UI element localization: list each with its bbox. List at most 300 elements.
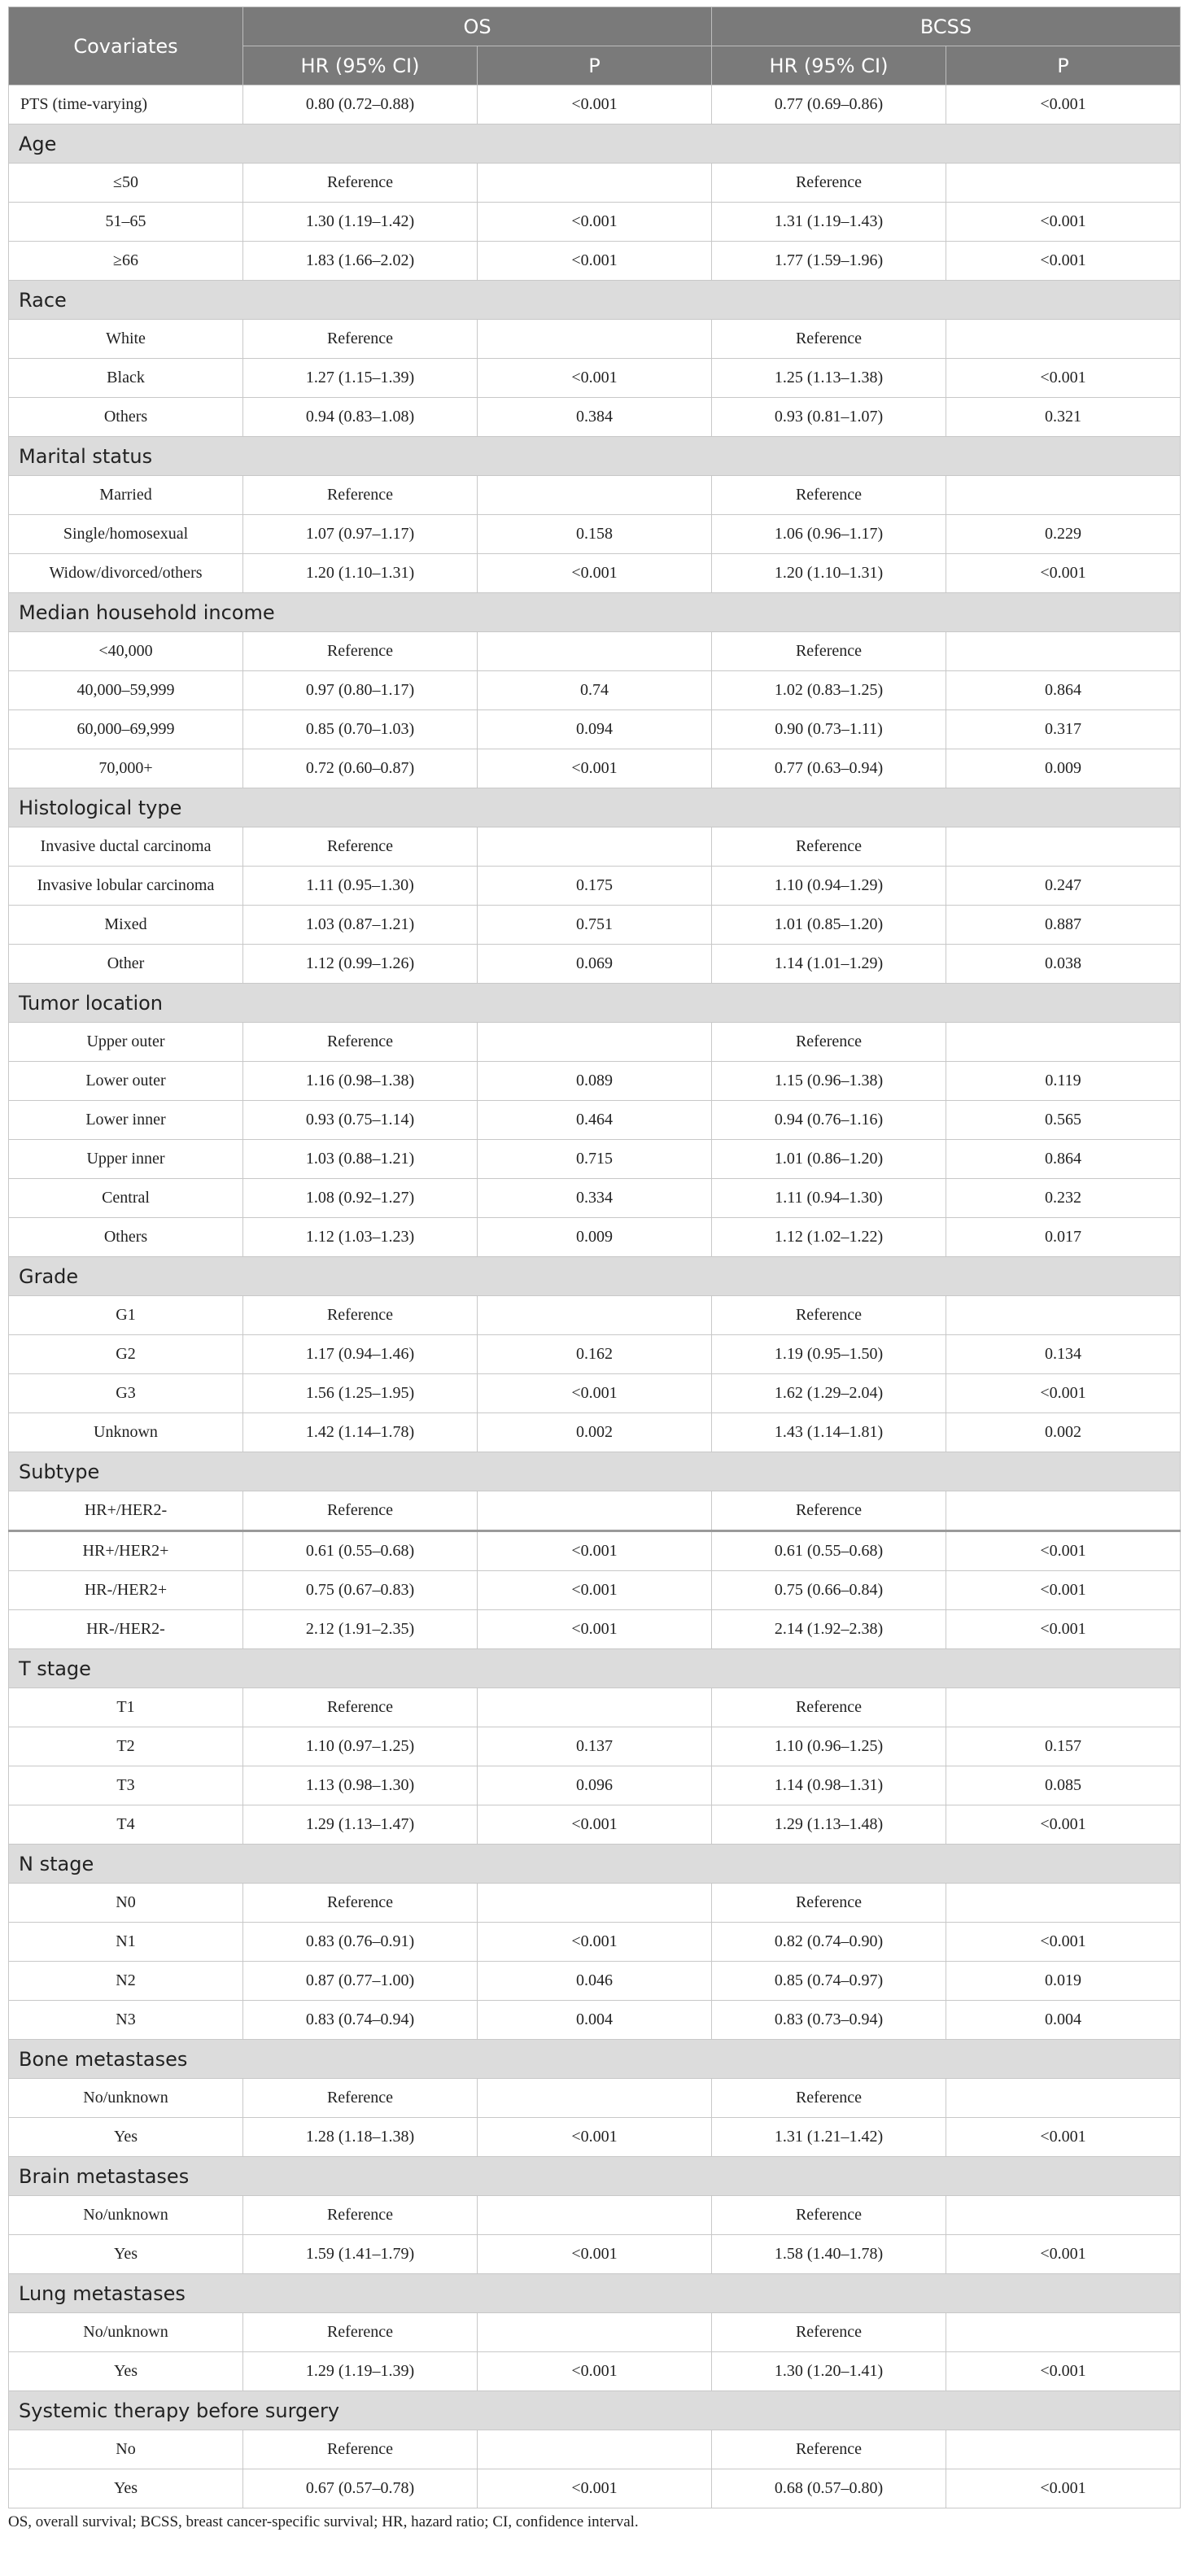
- table-row: [9, 515, 1181, 554]
- bcss-p-cell: <0.001: [946, 85, 1181, 124]
- os-p-cell: <0.001: [478, 1923, 712, 1962]
- os-p-cell: <0.001: [478, 749, 712, 788]
- os-hr-cell: 0.61 (0.55–0.68): [243, 1531, 478, 1571]
- os-p-cell: 0.334: [478, 1179, 712, 1218]
- bcss-hr-cell: 0.61 (0.55–0.68): [712, 1531, 946, 1571]
- covariate-cell: T3: [9, 1766, 243, 1805]
- bcss-p-cell: <0.001: [946, 359, 1181, 398]
- os-p-cell: 0.004: [478, 2001, 712, 2040]
- os-p-cell: <0.001: [478, 85, 712, 124]
- table-row: [9, 2430, 1181, 2469]
- table-row: [9, 1727, 1181, 1766]
- bcss-p-cell: 0.247: [946, 867, 1181, 906]
- covariate-cell: HR-/HER2-: [9, 1610, 243, 1649]
- covariate-cell: Upper inner: [9, 1140, 243, 1179]
- covariate-cell: ≥66: [9, 242, 243, 281]
- section-label: Tumor location: [9, 984, 1181, 1023]
- section-row: [9, 437, 1181, 476]
- table-row: [9, 945, 1181, 984]
- table-row: [9, 242, 1181, 281]
- os-hr-cell: Reference: [243, 1491, 478, 1531]
- bcss-p-cell: [946, 2079, 1181, 2118]
- os-p-cell: [478, 1491, 712, 1531]
- table-row: [9, 2469, 1181, 2508]
- covariate-cell: Yes: [9, 2352, 243, 2391]
- os-p-cell: <0.001: [478, 2235, 712, 2274]
- bcss-p-cell: 0.864: [946, 671, 1181, 710]
- os-p-cell: [478, 2430, 712, 2469]
- os-p-cell: 0.162: [478, 1335, 712, 1374]
- table-row: [9, 1766, 1181, 1805]
- os-p-cell: 0.175: [478, 867, 712, 906]
- os-p-header: P: [478, 46, 712, 85]
- os-hr-cell: 1.03 (0.87–1.21): [243, 906, 478, 945]
- covariate-cell: HR+/HER2-: [9, 1491, 243, 1531]
- table-row: [9, 710, 1181, 749]
- table-row: [9, 1491, 1181, 1531]
- table-footnote: OS, overall survival; BCSS, breast cancer-specific survival; HR, hazard ratio; CI, confidence interval.: [8, 2513, 639, 2530]
- table-row: [9, 867, 1181, 906]
- covariates-header: Covariates: [9, 7, 243, 85]
- bcss-p-cell: <0.001: [946, 203, 1181, 242]
- os-hr-cell: 1.59 (1.41–1.79): [243, 2235, 478, 2274]
- table-row: [9, 1610, 1181, 1649]
- table-row: [9, 1962, 1181, 2001]
- covariate-cell: Single/homosexual: [9, 515, 243, 554]
- os-p-cell: 0.002: [478, 1413, 712, 1452]
- os-hr-cell: 0.97 (0.80–1.17): [243, 671, 478, 710]
- section-row: [9, 1452, 1181, 1491]
- bcss-header: BCSS: [712, 7, 1181, 46]
- os-hr-cell: 1.13 (0.98–1.30): [243, 1766, 478, 1805]
- os-p-cell: <0.001: [478, 359, 712, 398]
- covariate-cell: No/unknown: [9, 2313, 243, 2352]
- bcss-hr-cell: Reference: [712, 2430, 946, 2469]
- os-p-cell: 0.384: [478, 398, 712, 437]
- bcss-hr-cell: 1.02 (0.83–1.25): [712, 671, 946, 710]
- os-p-cell: <0.001: [478, 554, 712, 593]
- os-hr-cell: 1.56 (1.25–1.95): [243, 1374, 478, 1413]
- section-label: Grade: [9, 1257, 1181, 1296]
- table-row: [9, 749, 1181, 788]
- os-p-cell: <0.001: [478, 2469, 712, 2508]
- os-hr-cell: 1.16 (0.98–1.38): [243, 1062, 478, 1101]
- os-p-cell: 0.464: [478, 1101, 712, 1140]
- bcss-hr-cell: 1.14 (1.01–1.29): [712, 945, 946, 984]
- os-hr-cell: 1.11 (0.95–1.30): [243, 867, 478, 906]
- covariate-cell: 70,000+: [9, 749, 243, 788]
- bcss-hr-cell: 1.20 (1.10–1.31): [712, 554, 946, 593]
- bcss-p-cell: <0.001: [946, 2352, 1181, 2391]
- section-label: Subtype: [9, 1452, 1181, 1491]
- section-label: Bone metastases: [9, 2040, 1181, 2079]
- bcss-p-cell: [946, 2313, 1181, 2352]
- os-p-cell: 0.137: [478, 1727, 712, 1766]
- bcss-p-cell: [946, 1296, 1181, 1335]
- os-p-cell: <0.001: [478, 1805, 712, 1845]
- os-hr-cell: 1.29 (1.19–1.39): [243, 2352, 478, 2391]
- table-row: [9, 1101, 1181, 1140]
- bcss-hr-cell: Reference: [712, 320, 946, 359]
- section-row: [9, 1649, 1181, 1688]
- os-hr-cell: Reference: [243, 164, 478, 203]
- os-hr-header: HR (95% CI): [243, 46, 478, 85]
- os-p-cell: [478, 2313, 712, 2352]
- bcss-hr-cell: 1.01 (0.86–1.20): [712, 1140, 946, 1179]
- bcss-hr-cell: Reference: [712, 2079, 946, 2118]
- os-hr-cell: Reference: [243, 476, 478, 515]
- table-row: [9, 1179, 1181, 1218]
- bcss-p-cell: 0.134: [946, 1335, 1181, 1374]
- covariate-cell: G1: [9, 1296, 243, 1335]
- table-row: [9, 320, 1181, 359]
- os-hr-cell: Reference: [243, 2196, 478, 2235]
- os-hr-cell: 0.93 (0.75–1.14): [243, 1101, 478, 1140]
- os-hr-cell: 1.27 (1.15–1.39): [243, 359, 478, 398]
- os-hr-cell: 1.29 (1.13–1.47): [243, 1805, 478, 1845]
- bcss-hr-cell: 0.68 (0.57–0.80): [712, 2469, 946, 2508]
- os-hr-cell: Reference: [243, 2313, 478, 2352]
- bcss-hr-cell: 0.75 (0.66–0.84): [712, 1571, 946, 1610]
- bcss-p-header: P: [946, 46, 1181, 85]
- bcss-p-cell: <0.001: [946, 1805, 1181, 1845]
- bcss-hr-cell: 1.29 (1.13–1.48): [712, 1805, 946, 1845]
- section-row: [9, 281, 1181, 320]
- bcss-p-cell: 0.157: [946, 1727, 1181, 1766]
- table-row: [9, 1335, 1181, 1374]
- section-row: [9, 1845, 1181, 1884]
- os-p-cell: <0.001: [478, 2352, 712, 2391]
- os-hr-cell: 0.72 (0.60–0.87): [243, 749, 478, 788]
- section-label: N stage: [9, 1845, 1181, 1884]
- os-hr-cell: 0.94 (0.83–1.08): [243, 398, 478, 437]
- bcss-hr-cell: 1.58 (1.40–1.78): [712, 2235, 946, 2274]
- os-p-cell: [478, 320, 712, 359]
- covariate-cell: Married: [9, 476, 243, 515]
- bcss-p-cell: 0.019: [946, 1962, 1181, 2001]
- os-hr-cell: 1.28 (1.18–1.38): [243, 2118, 478, 2157]
- bcss-hr-cell: Reference: [712, 476, 946, 515]
- bcss-hr-cell: 1.15 (0.96–1.38): [712, 1062, 946, 1101]
- table-row: [9, 1062, 1181, 1101]
- bcss-hr-cell: Reference: [712, 2196, 946, 2235]
- table-row: [9, 1218, 1181, 1257]
- os-hr-cell: 1.17 (0.94–1.46): [243, 1335, 478, 1374]
- table-header: [9, 7, 1181, 85]
- os-p-cell: [478, 2079, 712, 2118]
- section-label: Marital status: [9, 437, 1181, 476]
- table-row: [9, 2235, 1181, 2274]
- table-row: [9, 476, 1181, 515]
- os-hr-cell: Reference: [243, 1023, 478, 1062]
- bcss-hr-cell: Reference: [712, 1688, 946, 1727]
- covariate-cell: Invasive ductal carcinoma: [9, 827, 243, 867]
- bcss-p-cell: [946, 827, 1181, 867]
- bcss-p-cell: 0.317: [946, 710, 1181, 749]
- covariate-cell: T4: [9, 1805, 243, 1845]
- os-p-cell: <0.001: [478, 1374, 712, 1413]
- section-row: [9, 2391, 1181, 2430]
- bcss-p-cell: 0.085: [946, 1766, 1181, 1805]
- bcss-hr-cell: 0.83 (0.73–0.94): [712, 2001, 946, 2040]
- bcss-p-cell: [946, 2430, 1181, 2469]
- bcss-p-cell: <0.001: [946, 2118, 1181, 2157]
- bcss-p-cell: [946, 164, 1181, 203]
- section-label: Systemic therapy before surgery: [9, 2391, 1181, 2430]
- bcss-p-cell: 0.887: [946, 906, 1181, 945]
- bcss-hr-cell: 0.94 (0.76–1.16): [712, 1101, 946, 1140]
- bcss-hr-cell: Reference: [712, 1491, 946, 1531]
- os-p-cell: <0.001: [478, 1531, 712, 1571]
- bcss-p-cell: 0.232: [946, 1179, 1181, 1218]
- bcss-p-cell: 0.002: [946, 1413, 1181, 1452]
- bcss-p-cell: <0.001: [946, 554, 1181, 593]
- bcss-hr-cell: 1.10 (0.94–1.29): [712, 867, 946, 906]
- bcss-hr-cell: 1.19 (0.95–1.50): [712, 1335, 946, 1374]
- covariate-cell: HR+/HER2+: [9, 1531, 243, 1571]
- os-hr-cell: 1.07 (0.97–1.17): [243, 515, 478, 554]
- hazard-ratio-table: [8, 7, 1181, 2508]
- os-hr-cell: 1.08 (0.92–1.27): [243, 1179, 478, 1218]
- os-hr-cell: 0.83 (0.74–0.94): [243, 2001, 478, 2040]
- os-hr-cell: Reference: [243, 2079, 478, 2118]
- os-p-cell: 0.069: [478, 945, 712, 984]
- table-row: [9, 1571, 1181, 1610]
- os-p-cell: [478, 1296, 712, 1335]
- covariate-cell: N1: [9, 1923, 243, 1962]
- os-p-cell: [478, 2196, 712, 2235]
- covariate-cell: Others: [9, 398, 243, 437]
- covariate-cell: Lower outer: [9, 1062, 243, 1101]
- os-hr-cell: 0.87 (0.77–1.00): [243, 1962, 478, 2001]
- table-container: [8, 7, 1180, 2531]
- os-p-cell: <0.001: [478, 242, 712, 281]
- bcss-p-cell: [946, 632, 1181, 671]
- covariate-cell: 51–65: [9, 203, 243, 242]
- bcss-hr-cell: 1.12 (1.02–1.22): [712, 1218, 946, 1257]
- os-p-cell: [478, 827, 712, 867]
- bcss-hr-header: HR (95% CI): [712, 46, 946, 85]
- table-row: [9, 398, 1181, 437]
- covariate-cell: G3: [9, 1374, 243, 1413]
- section-row: [9, 593, 1181, 632]
- table-row: [9, 632, 1181, 671]
- table-row: [9, 2313, 1181, 2352]
- bcss-p-cell: <0.001: [946, 1571, 1181, 1610]
- section-label: Median household income: [9, 593, 1181, 632]
- section-row: [9, 984, 1181, 1023]
- section-row: [9, 788, 1181, 827]
- covariate-cell: Upper outer: [9, 1023, 243, 1062]
- section-label: T stage: [9, 1649, 1181, 1688]
- bcss-hr-cell: Reference: [712, 1884, 946, 1923]
- os-hr-cell: Reference: [243, 2430, 478, 2469]
- os-hr-cell: 1.83 (1.66–2.02): [243, 242, 478, 281]
- covariate-cell: No/unknown: [9, 2079, 243, 2118]
- section-row: [9, 1257, 1181, 1296]
- table-row: [9, 1374, 1181, 1413]
- bcss-hr-cell: 1.31 (1.19–1.43): [712, 203, 946, 242]
- table-row: [9, 1023, 1181, 1062]
- bcss-p-cell: [946, 2196, 1181, 2235]
- os-hr-cell: 1.42 (1.14–1.78): [243, 1413, 478, 1452]
- bcss-hr-cell: 1.77 (1.59–1.96): [712, 242, 946, 281]
- covariate-cell: Widow/divorced/others: [9, 554, 243, 593]
- os-p-cell: [478, 164, 712, 203]
- os-hr-cell: 1.03 (0.88–1.21): [243, 1140, 478, 1179]
- covariate-cell: G2: [9, 1335, 243, 1374]
- table-row: [9, 2118, 1181, 2157]
- os-p-cell: 0.009: [478, 1218, 712, 1257]
- covariate-cell: 40,000–59,999: [9, 671, 243, 710]
- os-hr-cell: 1.30 (1.19–1.42): [243, 203, 478, 242]
- bcss-p-cell: <0.001: [946, 1374, 1181, 1413]
- table-row: [9, 1531, 1181, 1571]
- covariate-cell: ≤50: [9, 164, 243, 203]
- bcss-hr-cell: 0.82 (0.74–0.90): [712, 1923, 946, 1962]
- bcss-hr-cell: 1.43 (1.14–1.81): [712, 1413, 946, 1452]
- os-hr-cell: 0.85 (0.70–1.03): [243, 710, 478, 749]
- bcss-p-cell: 0.565: [946, 1101, 1181, 1140]
- os-p-cell: <0.001: [478, 1571, 712, 1610]
- os-hr-cell: Reference: [243, 320, 478, 359]
- table-row: [9, 85, 1181, 124]
- bcss-hr-cell: 1.10 (0.96–1.25): [712, 1727, 946, 1766]
- os-p-cell: [478, 1884, 712, 1923]
- covariate-cell: White: [9, 320, 243, 359]
- bcss-hr-cell: 0.77 (0.69–0.86): [712, 85, 946, 124]
- bcss-hr-cell: 0.77 (0.63–0.94): [712, 749, 946, 788]
- covariate-cell: T2: [9, 1727, 243, 1766]
- os-header: OS: [243, 7, 712, 46]
- bcss-p-cell: 0.004: [946, 2001, 1181, 2040]
- section-label: Lung metastases: [9, 2274, 1181, 2313]
- table-row: [9, 1923, 1181, 1962]
- bcss-p-cell: 0.119: [946, 1062, 1181, 1101]
- os-hr-cell: 0.80 (0.72–0.88): [243, 85, 478, 124]
- os-p-cell: <0.001: [478, 2118, 712, 2157]
- os-p-cell: [478, 476, 712, 515]
- table-row: [9, 827, 1181, 867]
- os-p-cell: 0.715: [478, 1140, 712, 1179]
- table-row: [9, 1296, 1181, 1335]
- bcss-hr-cell: 1.31 (1.21–1.42): [712, 2118, 946, 2157]
- bcss-hr-cell: 0.93 (0.81–1.07): [712, 398, 946, 437]
- os-hr-cell: Reference: [243, 1688, 478, 1727]
- bcss-p-cell: 0.229: [946, 515, 1181, 554]
- bcss-hr-cell: 1.11 (0.94–1.30): [712, 1179, 946, 1218]
- os-hr-cell: Reference: [243, 632, 478, 671]
- os-p-cell: 0.158: [478, 515, 712, 554]
- os-hr-cell: 1.10 (0.97–1.25): [243, 1727, 478, 1766]
- covariate-cell: Yes: [9, 2469, 243, 2508]
- table-row: [9, 203, 1181, 242]
- covariate-cell: 60,000–69,999: [9, 710, 243, 749]
- os-p-cell: <0.001: [478, 203, 712, 242]
- covariate-cell: Others: [9, 1218, 243, 1257]
- covariate-cell: No: [9, 2430, 243, 2469]
- os-hr-cell: Reference: [243, 1296, 478, 1335]
- bcss-hr-cell: 1.06 (0.96–1.17): [712, 515, 946, 554]
- bcss-p-cell: [946, 1688, 1181, 1727]
- bcss-hr-cell: 0.90 (0.73–1.11): [712, 710, 946, 749]
- bcss-p-cell: [946, 476, 1181, 515]
- covariate-cell: N0: [9, 1884, 243, 1923]
- table-row: [9, 1413, 1181, 1452]
- os-p-cell: 0.089: [478, 1062, 712, 1101]
- table-row: [9, 906, 1181, 945]
- os-hr-cell: Reference: [243, 827, 478, 867]
- covariate-cell: Yes: [9, 2118, 243, 2157]
- os-p-cell: 0.74: [478, 671, 712, 710]
- section-label: Age: [9, 124, 1181, 164]
- table-row: [9, 2001, 1181, 2040]
- bcss-p-cell: [946, 1491, 1181, 1531]
- section-row: [9, 2157, 1181, 2196]
- bcss-p-cell: 0.038: [946, 945, 1181, 984]
- os-hr-cell: 0.67 (0.57–0.78): [243, 2469, 478, 2508]
- bcss-p-cell: <0.001: [946, 2469, 1181, 2508]
- covariate-cell: Unknown: [9, 1413, 243, 1452]
- bcss-hr-cell: Reference: [712, 1296, 946, 1335]
- os-p-cell: 0.096: [478, 1766, 712, 1805]
- covariate-cell: N3: [9, 2001, 243, 2040]
- table-row: [9, 554, 1181, 593]
- table-row: [9, 1884, 1181, 1923]
- bcss-hr-cell: Reference: [712, 164, 946, 203]
- section-row: [9, 2274, 1181, 2313]
- section-row: [9, 124, 1181, 164]
- os-hr-cell: 1.12 (1.03–1.23): [243, 1218, 478, 1257]
- os-p-cell: [478, 1023, 712, 1062]
- bcss-hr-cell: 2.14 (1.92–2.38): [712, 1610, 946, 1649]
- bcss-p-cell: 0.009: [946, 749, 1181, 788]
- bcss-p-cell: <0.001: [946, 1923, 1181, 1962]
- section-label: Race: [9, 281, 1181, 320]
- os-p-cell: 0.046: [478, 1962, 712, 2001]
- os-hr-cell: 0.75 (0.67–0.83): [243, 1571, 478, 1610]
- table-row: [9, 2352, 1181, 2391]
- table-row: [9, 671, 1181, 710]
- table-row: [9, 2079, 1181, 2118]
- os-p-cell: [478, 632, 712, 671]
- bcss-hr-cell: 1.62 (1.29–2.04): [712, 1374, 946, 1413]
- os-hr-cell: 0.83 (0.76–0.91): [243, 1923, 478, 1962]
- bcss-hr-cell: Reference: [712, 827, 946, 867]
- covariate-cell: Central: [9, 1179, 243, 1218]
- table-row: [9, 2196, 1181, 2235]
- covariate-cell: Invasive lobular carcinoma: [9, 867, 243, 906]
- bcss-hr-cell: 1.30 (1.20–1.41): [712, 2352, 946, 2391]
- os-hr-cell: 1.20 (1.10–1.31): [243, 554, 478, 593]
- covariate-cell: Lower inner: [9, 1101, 243, 1140]
- table-row: [9, 164, 1181, 203]
- os-p-cell: <0.001: [478, 1610, 712, 1649]
- bcss-hr-cell: Reference: [712, 2313, 946, 2352]
- table-row: [9, 1140, 1181, 1179]
- covariate-cell: No/unknown: [9, 2196, 243, 2235]
- section-label: Histological type: [9, 788, 1181, 827]
- os-hr-cell: 2.12 (1.91–2.35): [243, 1610, 478, 1649]
- covariate-cell: Yes: [9, 2235, 243, 2274]
- bcss-p-cell: 0.321: [946, 398, 1181, 437]
- bcss-p-cell: <0.001: [946, 1531, 1181, 1571]
- covariate-cell: T1: [9, 1688, 243, 1727]
- covariate-cell: Black: [9, 359, 243, 398]
- covariate-cell: HR-/HER2+: [9, 1571, 243, 1610]
- bcss-p-cell: 0.017: [946, 1218, 1181, 1257]
- os-hr-cell: Reference: [243, 1884, 478, 1923]
